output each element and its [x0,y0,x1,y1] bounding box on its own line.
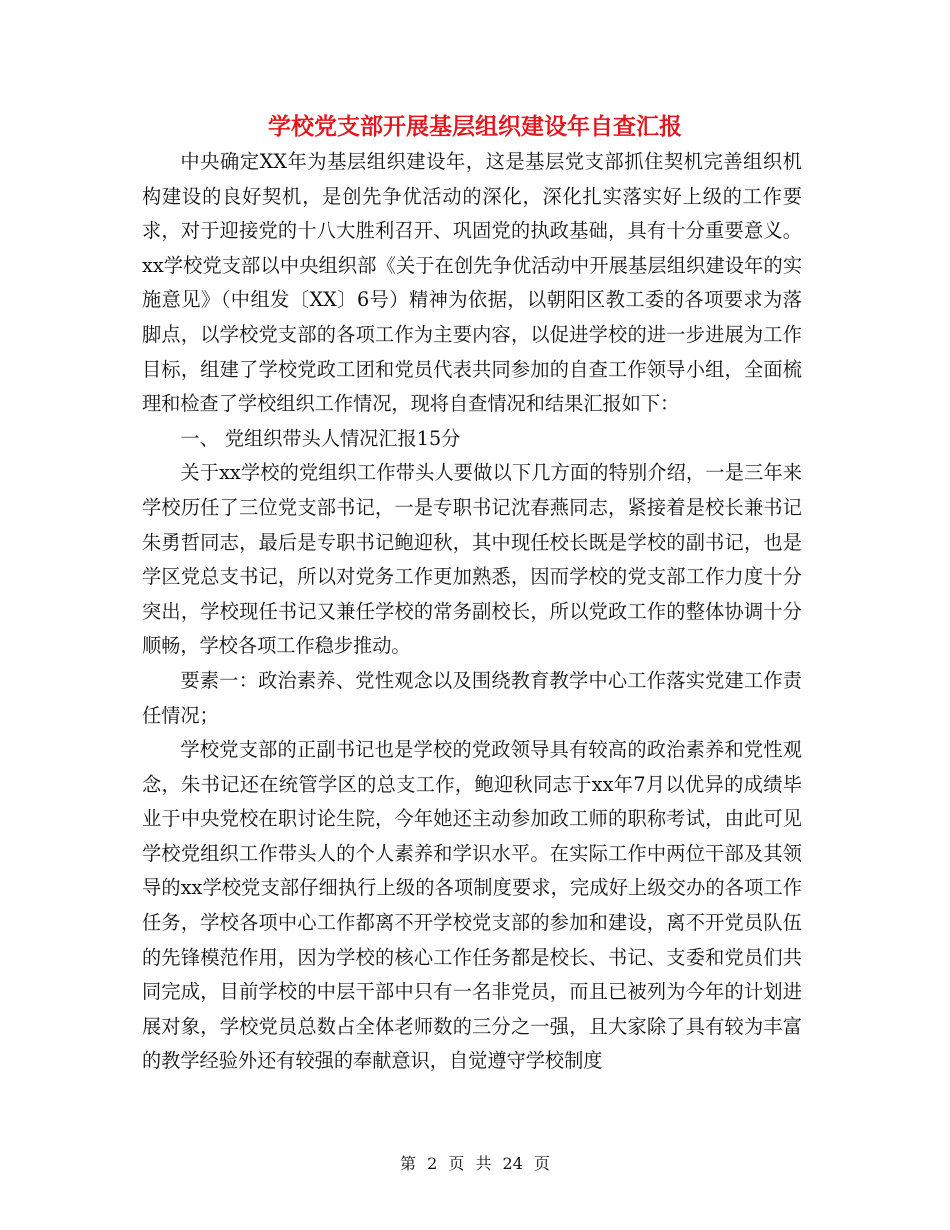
paragraph-details: 学校党支部的正副书记也是学校的党政领导具有较高的政治素养和党性观念，朱书记还在统管学区的总支工作，鲍迎秋同志于xx年7月以优异的成绩毕业于中央党校在职讨论生院，今年她还主动参加政工师的职称考试，由此可见学校党组织工作带头人的个人素养和学识水平。在实际工作中两位干部及其领导的xx学校党支部仔细执行上级的各项制度要求，完成好上级交办的各项工作任务，学校各项中心工作都离不开学校党支部的参加和建设，离不开党员队伍的先锋模范作用，因为学校的核心工作任务都是校长、书记、支委和党员们共同完成，目前学校的中层干部中只有一名非党员，而且已被列为今年的计划进展对象，学校党员总数占全体老师数的三分之一强，且大家除了具有较为丰富的教学经验外还有较强的奉献意识，自觉遵守学校制度 [142,738,802,1073]
section-heading-1: 一、 党组织带头人情况汇报15分 [180,426,461,450]
paragraph-element-one: 要素一：政治素养、党性观念以及围绕教育教学中心工作落实党建工作责任情况； [142,668,802,727]
paragraph-intro: 中央确定XX年为基层组织建设年，这是基层党支部抓住契机完善组织机构建设的良好契机，是创先争优活动的深化，深化扎实落实好上级的工作要求，对于迎接党的十八大胜利召开、巩固党的执政基础，具有十分重要意义。xx学校党支部以中央组织部《关于在创先争优活动中开展基层组织建设年的实施意见》（中组发〔XX〕6号）精神为依据，以朝阳区教工委的各项要求为落脚点，以学校党支部的各项工作为主要内容，以促进学校的进一步进展为工作目标，组建了学校党政工团和党员代表共同参加的自查工作领导小组，全面梳理和检查了学校组织工作情况，现将自查情况和结果汇报如下： [142,150,802,416]
paragraph-leaders: 关于xx学校的党组织工作带头人要做以下几方面的特别介绍，一是三年来学校历任了三位党支部书记，一是专职书记沈春燕同志，紧接着是校长兼书记朱勇哲同志，最后是专职书记鲍迎秋，其中现任校长既是学校的副书记，也是学区党总支书记，所以对党务工作更加熟悉，因而学校的党支部工作力度十分突出，学校现任书记又兼任学校的常务副校长，所以党政工作的整体协调十分顺畅，学校各项工作稳步推动。 [142,461,802,658]
document-title: 学校党支部开展基层组织建设年自查汇报 [268,114,682,140]
document-body [142,145,802,1079]
page-footer: 第 2 页 共 24 页 [400,1154,550,1173]
